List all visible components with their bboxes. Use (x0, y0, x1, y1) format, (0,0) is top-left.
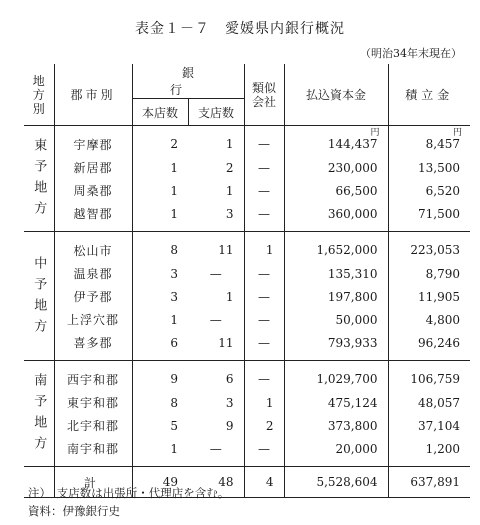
branch-count: 3 (188, 202, 244, 232)
table-body (24, 126, 470, 498)
reserve-cell (388, 232, 470, 263)
reserve-cell (388, 437, 470, 467)
branch-count: 1 (188, 285, 244, 308)
city-name: 周桑郡 (54, 179, 132, 202)
note-branches: 注） 支店数は出張所・代理店を含む。 (28, 486, 230, 500)
paid-in-capital: 135,310 (327, 266, 378, 281)
table-row (24, 202, 470, 232)
header-region: 地方別 (24, 64, 54, 126)
similar-company-count: — (244, 308, 284, 331)
header-branch: 支店数 (188, 99, 244, 126)
total-label: 計 (54, 467, 132, 498)
paid-in-capital: 373,800 (327, 418, 378, 433)
note-source: 資料：伊豫銀行史 (28, 504, 120, 518)
reserve-cell (388, 331, 470, 361)
reserve-fund: 71,500 (418, 206, 461, 221)
region-label: 東予地方 (31, 138, 47, 222)
paid-in-capital: 197,800 (327, 289, 378, 304)
head-office-count: 1 (170, 160, 178, 175)
capital-cell (284, 202, 388, 232)
reserve-fund: 96,246 (418, 335, 461, 350)
head-office-count: 5 (170, 418, 178, 433)
reserve-cell (388, 202, 470, 232)
branch-count: — (188, 262, 244, 285)
table-row (24, 156, 470, 179)
total-reserve: 637,891 (388, 467, 470, 498)
branch-count: 1 (188, 179, 244, 202)
region-label: 中予地方 (31, 255, 47, 340)
reserve-cell (388, 262, 470, 285)
capital-cell (284, 156, 388, 179)
similar-company-count: — (244, 437, 284, 467)
similar-company-count: 1 (244, 391, 284, 414)
paid-in-capital: 144,437 (327, 137, 378, 151)
similar-company-count: — (244, 331, 284, 361)
capital-cell (284, 437, 388, 467)
branch-count: 11 (188, 331, 244, 361)
similar-company-count: — (244, 202, 284, 232)
reserve-fund: 11,905 (418, 289, 461, 304)
head-office-count: 3 (170, 289, 178, 304)
similar-company-count: — (244, 262, 284, 285)
reserve-fund: 8,790 (425, 266, 461, 281)
capital-cell (284, 308, 388, 331)
capital-cell (284, 179, 388, 202)
head-office-count: 1 (170, 312, 178, 327)
paid-in-capital: 1,652,000 (316, 243, 378, 257)
table-row (24, 331, 470, 361)
similar-company-count: — (244, 156, 284, 179)
paid-in-capital: 475,124 (327, 395, 378, 410)
table-row (24, 285, 470, 308)
head-office-count: 1 (132, 437, 188, 467)
reserve-cell (388, 308, 470, 331)
total-capital: 5,528,604 (284, 467, 388, 498)
region-cell (24, 126, 54, 232)
head-office-count: 9 (170, 372, 178, 386)
head-office-count: 1 (132, 202, 188, 232)
header-city: 郡市別 (54, 64, 132, 126)
reserve-cell (388, 156, 470, 179)
similar-company-count: 2 (244, 414, 284, 437)
bank-overview-table (24, 64, 470, 498)
capital-cell (284, 285, 388, 308)
region-label: 南予地方 (31, 373, 47, 457)
branch-count: — (188, 437, 244, 467)
reserve-cell (388, 414, 470, 437)
city-name: 松山市 (54, 232, 132, 263)
region-cell (24, 361, 54, 467)
table-title: 表金１－７ 愛媛県内銀行概況 (135, 21, 345, 37)
paid-in-capital: 360,000 (327, 206, 378, 221)
table-row (24, 414, 470, 437)
header-similar-company: 類似会社 (244, 64, 284, 126)
table-row (24, 361, 470, 392)
paid-in-capital: 230,000 (327, 160, 378, 175)
city-name: 越智郡 (54, 202, 132, 232)
paid-in-capital: 66,500 (335, 183, 378, 198)
as-of-date: （明治34年末現在） (360, 47, 462, 60)
yen-unit-reserve: 円 (453, 128, 463, 138)
table-row (24, 437, 470, 467)
reserve-fund: 1,200 (425, 441, 461, 456)
capital-cell (284, 331, 388, 361)
reserve-fund: 223,053 (410, 243, 461, 257)
table-row (24, 179, 470, 202)
capital-cell (284, 361, 388, 392)
branch-count: 3 (188, 391, 244, 414)
reserve-fund: 106,759 (410, 372, 461, 386)
city-name: 新居郡 (54, 156, 132, 179)
city-name: 宇摩郡 (54, 126, 132, 157)
total-branch: 48 (188, 467, 244, 498)
head-office-count: 6 (132, 331, 188, 361)
city-name: 喜多郡 (54, 331, 132, 361)
city-name: 南宇和郡 (54, 437, 132, 467)
reserve-cell (388, 179, 470, 202)
head-office-count: 8 (170, 243, 178, 257)
yen-unit-capital: 円 (370, 128, 380, 138)
table-row (24, 262, 470, 285)
header-bank: 銀 行 (132, 64, 244, 99)
total-head-office: 49 (132, 467, 188, 498)
region-cell (24, 232, 54, 361)
reserve-fund: 6,520 (425, 183, 461, 198)
head-office-count: 8 (170, 395, 178, 410)
reserve-cell (388, 126, 470, 157)
branch-count: 1 (188, 126, 244, 157)
reserve-cell (388, 285, 470, 308)
capital-cell (284, 391, 388, 414)
header-capital: 払込資本金 (284, 64, 388, 126)
paid-in-capital: 793,933 (327, 335, 378, 350)
similar-company-count: — (244, 361, 284, 392)
reserve-cell (388, 361, 470, 392)
table-row (24, 232, 470, 263)
reserve-fund: 13,500 (418, 160, 461, 175)
city-name: 伊予郡 (54, 285, 132, 308)
notes (28, 484, 229, 520)
capital-cell (284, 126, 388, 157)
paid-in-capital: 50,000 (335, 312, 378, 327)
city-name: 温泉郡 (54, 262, 132, 285)
capital-cell (284, 262, 388, 285)
head-office-count: 2 (170, 137, 178, 151)
city-name: 上浮穴郡 (54, 308, 132, 331)
table-row (24, 126, 470, 157)
city-name: 西宇和郡 (54, 361, 132, 392)
reserve-fund: 8,457 (425, 137, 461, 151)
similar-company-count: — (244, 179, 284, 202)
head-office-count: 3 (170, 266, 178, 281)
table-row (24, 391, 470, 414)
reserve-fund: 4,800 (425, 312, 461, 327)
city-name: 北宇和郡 (54, 414, 132, 437)
capital-cell (284, 414, 388, 437)
paid-in-capital: 1,029,700 (316, 372, 378, 386)
header-head-office: 本店数 (132, 99, 188, 126)
similar-company-count: 1 (244, 232, 284, 263)
head-office-count: 1 (170, 183, 178, 198)
branch-count: — (188, 308, 244, 331)
branch-count: 2 (188, 156, 244, 179)
reserve-cell (388, 391, 470, 414)
capital-cell (284, 232, 388, 263)
branch-count: 9 (188, 414, 244, 437)
table-row (24, 308, 470, 331)
branch-count: 6 (188, 361, 244, 392)
reserve-fund: 48,057 (418, 395, 461, 410)
city-name: 東宇和郡 (54, 391, 132, 414)
similar-company-count: — (244, 126, 284, 157)
similar-company-count: — (244, 285, 284, 308)
branch-count: 11 (188, 232, 244, 263)
header-reserve: 積立金 (388, 64, 470, 126)
total-similar: 4 (244, 467, 284, 498)
paid-in-capital: 20,000 (335, 441, 378, 456)
reserve-fund: 37,104 (418, 418, 461, 433)
